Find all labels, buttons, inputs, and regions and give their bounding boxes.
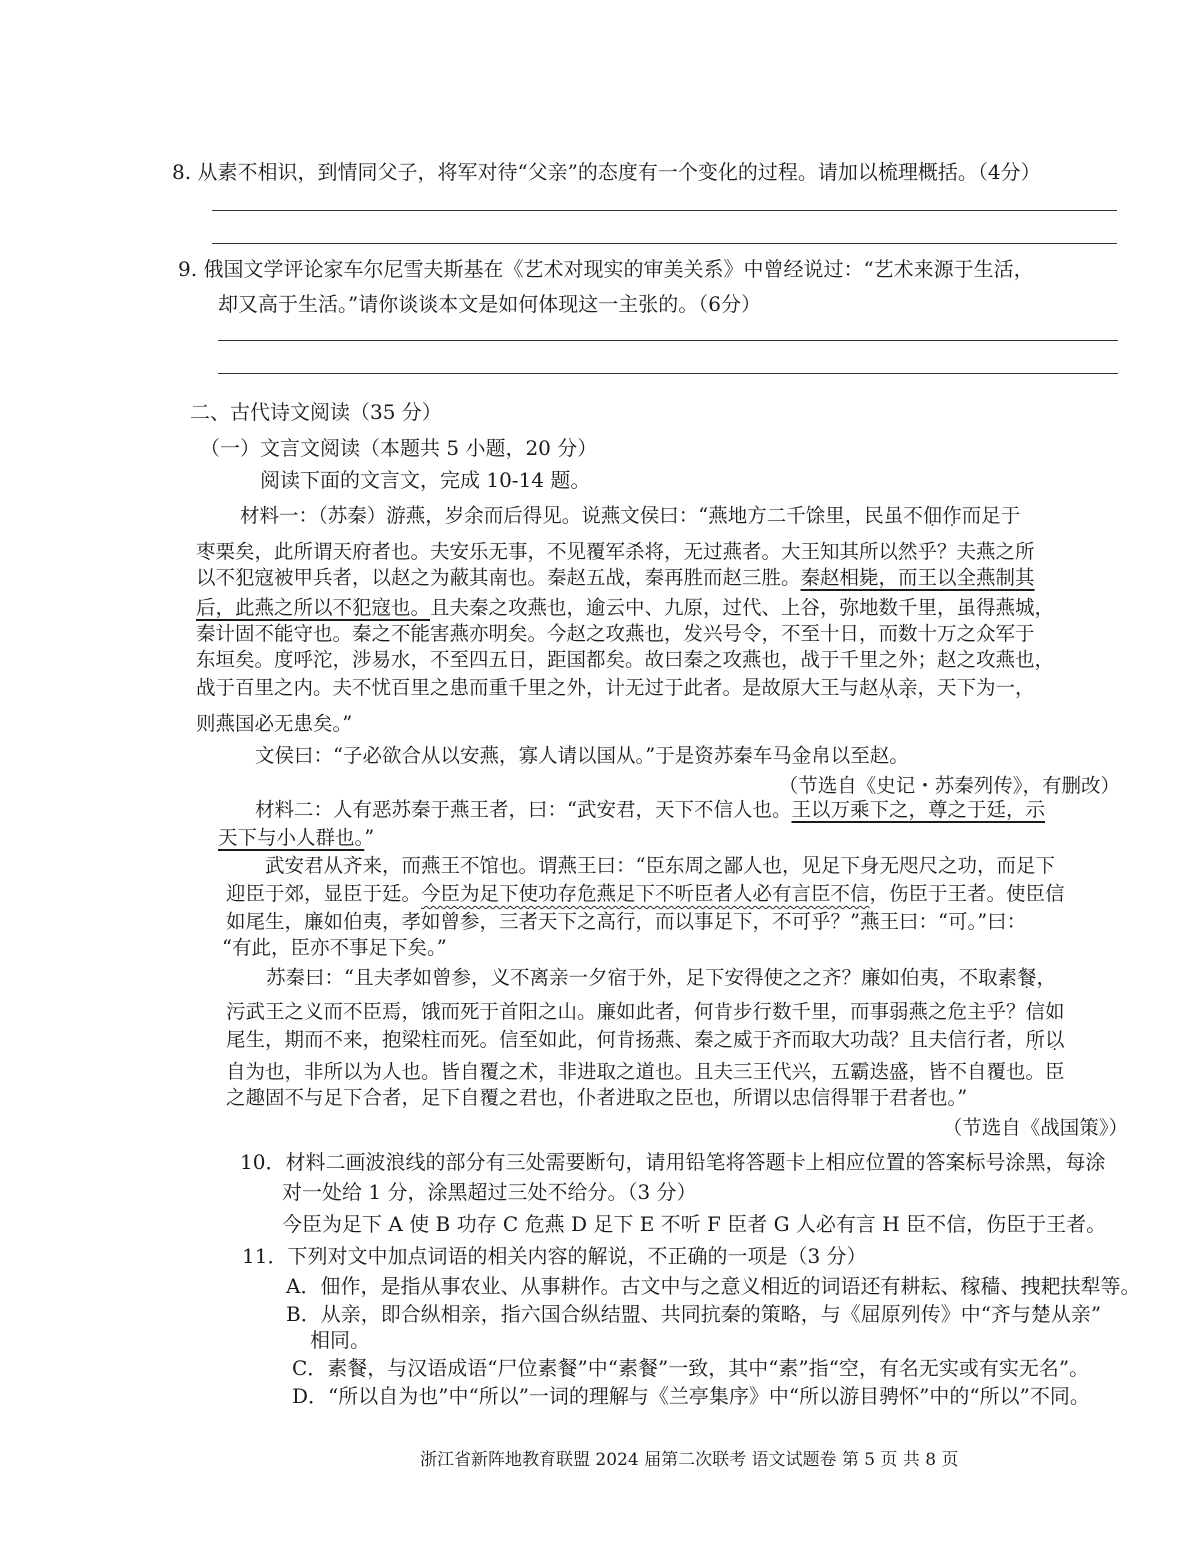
question-8: 8. 从素不相识，到情同父子，将军对待“父亲”的态度有一个变化的过程。请加以梳理概括。（4分） bbox=[172, 160, 1041, 184]
material1-line: 秦计固不能守也。秦之不能害燕亦明矣。今赵之攻燕也，发兴号令，不至十日，而数十万之众军于 bbox=[196, 622, 1035, 645]
material1-line: 文侯曰：“子必欲合从以安燕，寡人请以国从。”于是资苏秦车马金帛以至赵。 bbox=[255, 744, 909, 767]
question-9-line2: 却又高于生活。”请你谈谈本文是如何体现这一主张的。（6分） bbox=[218, 292, 761, 316]
material2-line: 材料二：人有恶苏秦于燕王者，曰：“武安君，天下不信人也。王以万乘下之，尊之于廷，示 bbox=[255, 798, 1045, 821]
emphasis-dot-word: 餐 bbox=[1017, 966, 1037, 989]
emphasis-dot-word: 从 bbox=[878, 676, 899, 699]
emphasis-dot-word: 亲 bbox=[898, 676, 918, 699]
wavy-underlined-sentence: 今臣为足下使功存危燕足下不听臣者人必有言臣不信 bbox=[421, 882, 870, 905]
answer-line bbox=[212, 210, 1117, 211]
section-title: 二、古代诗文阅读（35 分） bbox=[190, 400, 442, 424]
material1-line: 材料一：（苏秦）游燕，岁余而后得见。说燕文侯曰：“燕地方二千馀里，民虽不佃作而足于 bbox=[240, 504, 1021, 527]
underlined-sentence: 秦赵相毙，而王以全燕制其 bbox=[800, 566, 1035, 589]
material2-line: 自为也，非所以为人也。皆自覆之术，非进取之道也。且夫三王代兴，五霸迭盛，皆不自覆也。臣 bbox=[226, 1060, 1065, 1083]
emphasis-dot-word: 以 bbox=[1045, 1028, 1065, 1051]
material2-line: 武安君从齐来，而燕王不馆也。谓燕王曰：“臣东周之鄙人也，见足下身无咫尺之功，而足下 bbox=[265, 854, 1055, 877]
material1-line: 东垣矣。度呼沱，涉易水，不至四五日，距国都矣。故曰秦之攻燕也，战于千里之外；赵之攻燕也， bbox=[196, 648, 1055, 671]
source-citation: （节选自《战国策》） bbox=[942, 1116, 1128, 1139]
question-10-line2: 对一处给 1 分，涂黑超过三处不给分。（3 分） bbox=[282, 1180, 697, 1204]
question-11-stem: 11．下列对文中加点词语的相关内容的解说，不正确的一项是（3 分） bbox=[242, 1244, 867, 1268]
subsection-title: （一）文言文阅读（本题共 5 小题，20 分） bbox=[200, 436, 598, 460]
material2-line: 如尾生，廉如伯夷，孝如曾参，三者天下之高行，而以事足下，不可乎？”燕王曰：“可。”曰： bbox=[226, 910, 1027, 933]
material1-line: 枣栗矣，此所谓天府者也。夫安乐无事，不见覆军杀将，无过燕者。大王知其所以然乎？夫燕之所 bbox=[196, 540, 1035, 563]
question-10-options: 今臣为足下 A 使 B 功存 C 危燕 D 足下 E 不听 F 臣者 G 人必有言 H 臣不信，伤臣于王者。 bbox=[282, 1212, 1107, 1236]
material2-line: 苏秦曰：“且夫孝如曾参，义不离亲一夕宿于外，足下安得使之之齐？廉如伯夷，不取素餐， bbox=[266, 966, 1057, 989]
option-b-cont: 相同。 bbox=[310, 1328, 370, 1352]
option-b: B．从亲，即合纵相亲，指六国合纵结盟、共同抗秦的策略，与《屈原列传》中“齐与楚从亲” bbox=[286, 1302, 1102, 1326]
underlined-sentence: 天下与小人群也。 bbox=[218, 826, 365, 849]
underlined-sentence: 王以万乘下之，尊之于廷，示 bbox=[791, 798, 1045, 821]
instruction: 阅读下面的文言文，完成 10-14 题。 bbox=[260, 468, 591, 492]
underlined-sentence: 后，此燕之所以不犯寇也。 bbox=[196, 596, 431, 619]
answer-line bbox=[212, 243, 1117, 244]
emphasis-dot-word: 佃 bbox=[922, 504, 943, 527]
material1-line: 战于百里之内。夫不忧百里之患而重千里之外，计无过于此者。是故原大王与赵从亲，天下为一， bbox=[196, 676, 1035, 699]
material2-line: 污武王之义而不臣焉，饿而死于首阳之山。廉如此者，何肯步行数千里，而事弱燕之危主乎？信如 bbox=[226, 1000, 1065, 1023]
emphasis-dot-word: 素 bbox=[997, 966, 1017, 989]
option-d: D．“所以自为也”中“所以”一词的理解与《兰亭集序》中“所以游目骋怀”中的“所以”不同。 bbox=[292, 1384, 1090, 1408]
option-c: C．素餐，与汉语成语“尸位素餐”中“素餐”一致，其中“素”指“空，有名无实或有实无名”。 bbox=[292, 1356, 1090, 1380]
material1-line: 后，此燕之所以不犯寇也。且夫秦之攻燕也，逾云中、九原，过代、上谷，弥地数千里，虽得燕城， bbox=[196, 596, 1055, 619]
answer-line bbox=[218, 340, 1118, 341]
question-10-line1: 10．材料二画波浪线的部分有三处需要断句，请用铅笔将答题卡上相应位置的答案标号涂黑，每涂 bbox=[240, 1150, 1106, 1174]
option-a: A．佃作，是指从事农业、从事耕作。古文中与之意义相近的词语还有耕耘、稼穑、拽耙扶犁等。 bbox=[286, 1274, 1141, 1298]
emphasis-dot-word: 作 bbox=[942, 504, 962, 527]
emphasis-dot-word: 所 bbox=[1025, 1028, 1046, 1051]
material2-line: 尾生，期而不来，抱梁柱而死。信至如此，何肯扬燕、秦之威于齐而取大功哉？且夫信行者，所以 bbox=[226, 1028, 1065, 1051]
page-footer: 浙江省新阵地教育联盟 2024 届第二次联考 语文试题卷 第 5 页 共 8 页 bbox=[420, 1450, 959, 1470]
answer-line bbox=[218, 373, 1118, 374]
material2-line: 迎臣于郊，显臣于廷。今臣为足下使功存危燕足下不听臣者人必有言臣不信，伤臣于王者。使臣信 bbox=[226, 882, 1065, 905]
material2-line: 之趣固不与足下合者，足下自覆之君也，仆者进取之臣也，所谓以忠信得罪于君者也。” bbox=[226, 1086, 968, 1109]
material2-line: “有此，臣亦不事足下矣。” bbox=[222, 936, 447, 959]
material1-line: 则燕国必无患矣。” bbox=[196, 712, 353, 735]
source-citation: （节选自《史记・苏秦列传》，有删改） bbox=[778, 774, 1120, 797]
material1-line: 以不犯寇被甲兵者，以赵之为蔽其南也。秦赵五战，秦再胜而赵三胜。秦赵相毙，而王以全燕制其 bbox=[196, 566, 1035, 589]
question-9-line1: 9. 俄国文学评论家车尔尼雪夫斯基在《艺术对现实的审美关系》中曾经说过：“艺术来源于生活， bbox=[178, 257, 1034, 281]
material2-line: 天下与小人群也。” bbox=[218, 826, 375, 849]
